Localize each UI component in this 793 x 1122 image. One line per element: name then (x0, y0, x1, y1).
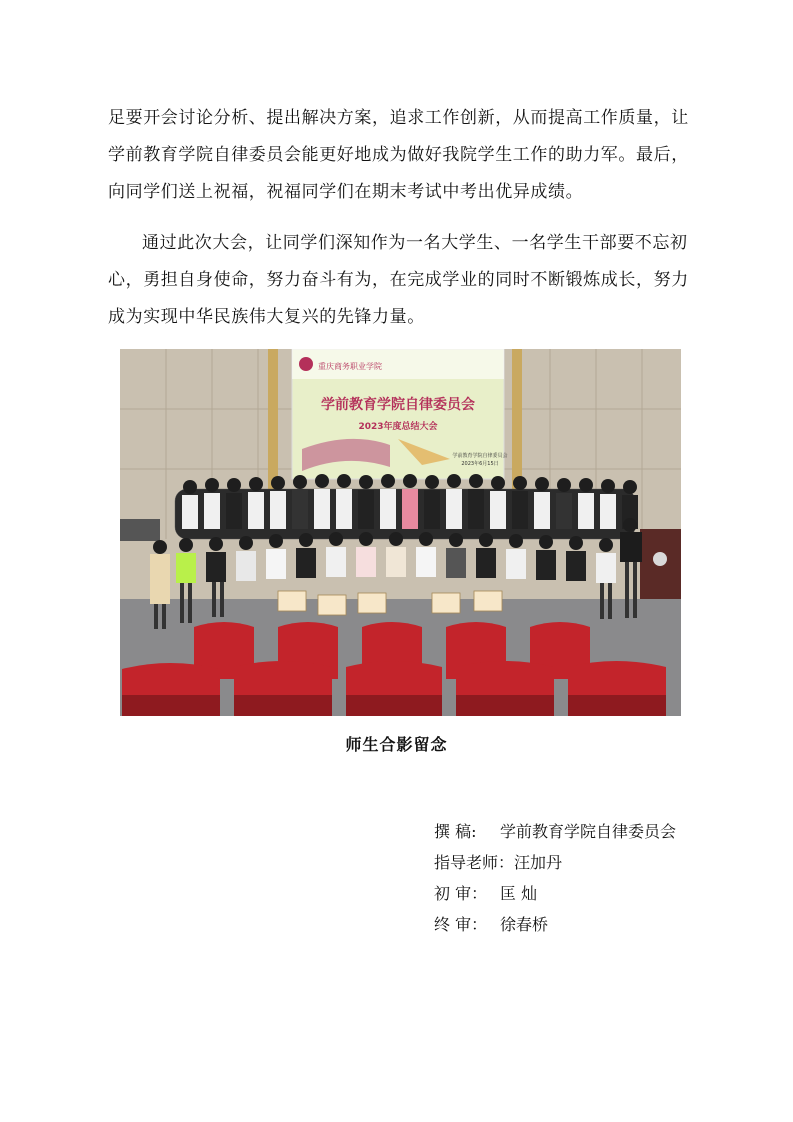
credit-advisor (434, 847, 676, 878)
banner-org: 学前教育学院自律委员会 (452, 453, 508, 459)
credits-block (434, 816, 676, 940)
photo-caption: 师生合影留念 (345, 735, 448, 754)
credit-writer (434, 816, 676, 847)
credit-first-review (434, 878, 676, 909)
credit-advisor-value: 汪加丹 (514, 853, 563, 872)
banner-school: 重庆商务职业学院 (318, 362, 382, 371)
paragraph-1: 足要开会讨论分析、提出解决方案，追求工作创新，从而提高工作质量，让学前教育学院自律委员会能更好地成为做好我院学生工作的助力军。最后，向同学们送上祝福，祝福同学们在期末考试中考出优异成绩。 (108, 108, 689, 202)
banner-date: 2023年6月15日 (461, 461, 499, 467)
credit-advisor-label: 指导老师： (434, 853, 515, 872)
credit-final-review-value: 徐春桥 (500, 915, 549, 934)
group-photo (120, 349, 681, 716)
credit-writer-value: 学前教育学院自律委员会 (500, 822, 677, 841)
credit-first-review-label: 初 审： (434, 884, 488, 903)
credit-final-review-label: 终 审： (434, 915, 488, 934)
credit-first-review-value: 匡 灿 (500, 884, 538, 903)
school-seal-icon (299, 357, 313, 371)
credit-final-review (434, 909, 676, 940)
credit-writer-label: 撰 稿: (434, 822, 477, 841)
banner-title: 学前教育学院自律委员会 (321, 397, 475, 413)
banner-subtitle: 2023年度总结大会 (358, 422, 438, 432)
back-row-people (182, 474, 638, 529)
paragraph-2: 通过此次大会，让同学们深知作为一名大学生、一名学生干部要不忘初心，勇担自身使命，努力奋斗有为，在完成学业的同时不断锻炼成长，努力成为实现中华民族伟大复兴的先锋力量。 (108, 233, 689, 327)
